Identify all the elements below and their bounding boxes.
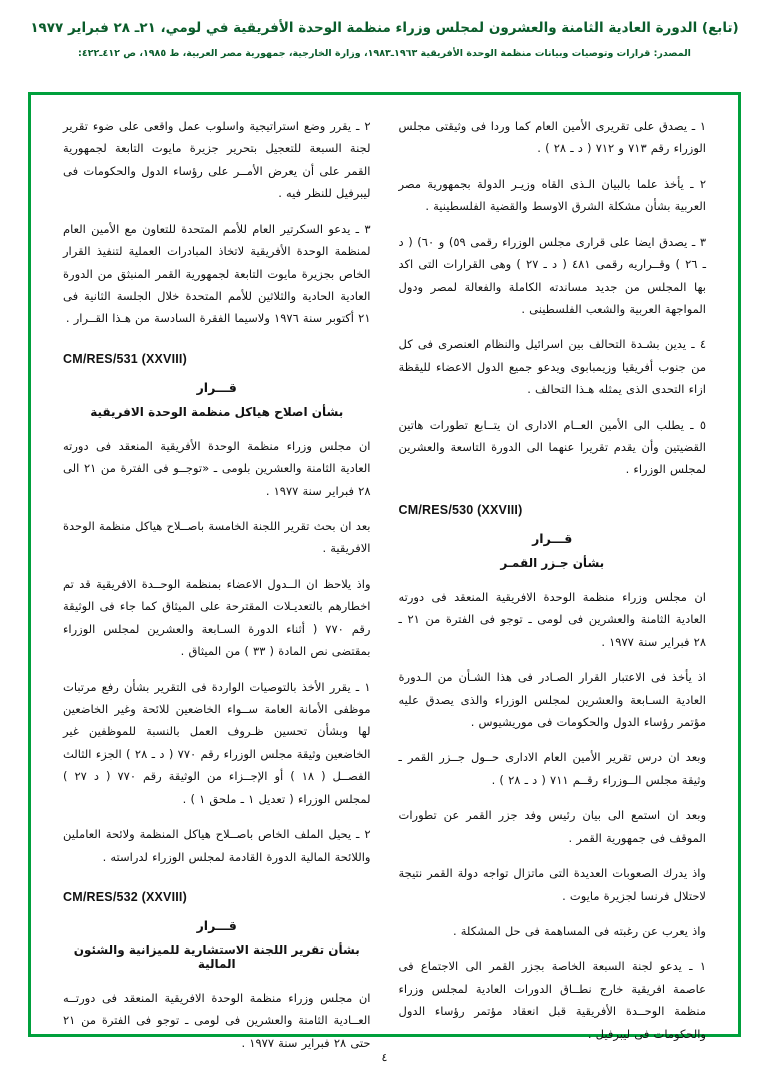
resolution-paragraph: ٢ ـ يحيل الملف الخاص باصــلاح هياكل المنظمة ولائحة العاملين واللائحة المالية الدورة القادمة لمجلس الوزراء لدراسته . — [63, 827, 371, 864]
resolution-item: ٢ ـ يأخذ علما بالبيان الـذى القاه وزيـر الدولة بجمهورية مصر العربية بشأن مشكلة الشرق الاوسط والقضية الفلسطينية . — [398, 176, 706, 214]
resolution-paragraph: ان مجلس وزراء منظمة الوحدة الافريقية المنعقد فى دورته العادية الثامنة والعشرين فى لومى ـ توجو فى الفترة من ٢١ ـ ٢٨ فبراير سنة ١٩٧٧ . — [398, 589, 706, 649]
two-column-layout — [49, 111, 720, 1050]
resolution-paragraph: بعد ان بحث تقرير اللجنة الخامسة باصــلاح هياكل منظمة الوحدة الافريقية . — [63, 519, 371, 556]
resolution-paragraph: واذ يدرك الصعوبات العديدة التى ماتزال تواجه دولة القمر نتيجة لاحتلال فرنسا لجزيرة مايوت . — [398, 866, 706, 903]
resolution-item: ٥ ـ يطلب الى الأمين العــام الادارى ان يتــابع تطورات هاتين القضيتين وأن يقدم تقريرا عنهما الى الدورة التاسعة والعشرين لمجلس الوزراء . — [398, 417, 706, 477]
resolution-paragraph: ان مجلس وزراء منظمة الوحدة الافريقية المنعقد فى دورتــه العــادية الثامنة والعشرين فى لومى ـ توجو فى الفترة من ٢١ حتى ٢٨ فبراير سنة ١٩٧٧ . — [63, 990, 371, 1050]
resolution-paragraph: ان مجلس وزراء منظمة الوحدة الأفريقية المنعقد فى دورته العادية الثامنة والعشرين بلومى ـ «توجــو فى الفترة من ٢١ الى ٢٨ فبراير سنة ١٩٧٧ . — [63, 438, 371, 498]
resolution-item: ١ ـ يصدق على تقريرى الأمين العام كما وردا فى وثيقتى مجلس الوزراء رقم ٧١٣ و ٧١٢ ( د ـ ٢٨ ) . — [398, 119, 706, 156]
resolution-item: ٤ ـ يدين بشـدة التحالف بين اسرائيل والنظام العنصرى فى كل من جنوب أفريقيا وزيمبابوى ويدعو جميع الدول الاعضاء لليقظة ازاء التحدى الذى يمثله هـذا التحالف . — [398, 337, 706, 397]
resolution-subject: بشأن جـزر القمـر — [500, 555, 605, 570]
column-right — [385, 111, 721, 1041]
content-frame — [28, 92, 741, 1050]
resolution-paragraph: ١ ـ يدعو لجنة السبعة الخاصة بجزر القمر الى الاجتماع فى عاصمة افريقية خارج نطــاق الدورات العادية لمجلس وزراء منظمة الوحــدة الأفريقية قبل انعقاد مؤتمر رؤساء الدول والحكومات فى ليبرفيل . — [398, 959, 706, 1041]
resolution-item: ٣ ـ يصدق ايضا على قرارى مجلس الوزراء رقمى ٥٩) و ٦٠) ( د ـ ٢٦ ) وقــراريه رقمى ٤٨١ ( د ـ ٢٧ ) وهى القرارات التى اكد بها المجلس من جديد مساندته الكاملة والفعالة لمصر ودول المواجهة العربية والشعب الفلسطينى . — [398, 234, 707, 316]
document-header — [0, 18, 769, 61]
column-left — [49, 111, 385, 1050]
qarar-heading: قـــرار — [196, 379, 237, 395]
page-number: ٤ — [381, 1052, 388, 1064]
resolution-id-532: CM/RES/532 (XXVIII) — [63, 889, 187, 904]
resolution-id-530: CM/RES/530 (XXVIII) — [398, 502, 523, 517]
resolution-paragraph: وبعد ان درس تقرير الأمين العام الادارى حــول جــزر القمر ـ وثيقة مجلس الــوزراء رقــم ٧١١ ( د ـ ٢٨ ) . — [398, 750, 706, 787]
resolution-item: ٢ ـ يقرر وضع استراتيجية واسلوب عمل واقعى على ضوء تقرير لجنة السبعة للتعجيل بتحرير جزيرة مايوت التابعة لجمهورية القمر على أن يعرض الأمــر على رؤساء الدول والحكومات فى ليبرفيل للنظر فيه . — [63, 119, 371, 201]
resolution-paragraph: اذ يأخذ فى الاعتبار القرار الصـادر فى هذا الشـأن من الـدورة العادية السـابعة والعشرين لمجلس الوزراء والذى يصدق عليه مؤتمر رؤساء الدول والحكومات فى موريشيوس . — [398, 670, 706, 730]
source-line: المصدر: قرارات وتوصيات وبيانات منظمة الوحدة الأفريقية ١٩٦٣ـ١٩٨٣، وزارة الخارجية، جمهورية مصر العربية، ط ١٩٨٥، ص ٤١٢ـ٤٢٢: — [78, 48, 691, 60]
qarar-heading: قـــرار — [196, 917, 237, 933]
resolution-subject: بشأن اصلاح هياكل منظمة الوحدة الافريقية — [90, 404, 344, 419]
resolution-paragraph: ١ ـ يقرر الأخذ بالتوصيات الواردة فى التقرير بشأن رفع مرتبات موظفى الأمانة العامة ســواء الخاضعين للائحة وغير الخاضعين لها وبشأن تحسين ظـروف العمل بالنسبة للموظفين غير الخاضعين وثيقة مجلس الوزراء رقم ٧٧٠ ( د ـ ٢٨ ) الجزء الثالث الفصــل ( ١٨ ) أو الإجــزاء من الوثيقة رقم ٧٧٠ ( د ٢٧ ) لمجلس الوزراء ( تعديل ١ ـ ملحق ١ ) . — [63, 679, 371, 806]
page-title: (تابع) الدورة العادية الثامنة والعشرون لمجلس وزراء منظمة الوحدة الأفريقية في لومي، ٢١ـ ٢٨ فبراير ١٩٧٧ — [30, 20, 739, 36]
resolution-paragraph: وبعد ان استمع الى بيان رئيس وفد جزر القمر عن تطورات الموقف فى جمهورية القمر . — [398, 808, 706, 845]
resolution-subject: بشأن تقرير اللجنة الاستشارية للميزانية والشئون المالية — [73, 942, 360, 971]
resolution-item: ٣ ـ يدعو السكرتير العام للأمم المتحدة للتعاون مع الأمين العام لمنظمة الوحدة الأفريقية لاتخاذ المبادرات العملية لتنفيذ القرار الخاص بجزيرة مايوت التابعة لجمهورية القمر المنبثق من الدورة العادية الحادية والثلاثين للأمم المتحدة خلال الجلسة الثانية فى ٢١ أكتوبر سنة ١٩٧٦ ولاسيما الفقرة السادسة من هـذا القــرار . — [63, 221, 371, 326]
resolution-id-531: CM/RES/531 (XXVIII) — [63, 351, 187, 366]
qarar-heading: قـــرار — [532, 530, 573, 546]
resolution-paragraph: واذ يلاحظ ان الــدول الاعضاء بمنظمة الوحــدة الافريقية قد تم اخطارهم بالتعديـلات المقترحة على الميثاق كما جاء فى الوثيقة رقم ٧٧٠ ( أثناء الدورة السـابعة والعشرين لمجلس الوزراء بمقتضى نص المادة ( ٣٣ ) من الميثاق . — [63, 576, 371, 659]
resolution-paragraph: واذ يعرب عن رغبته فى المساهمة فى حل المشكلة . — [452, 923, 706, 938]
